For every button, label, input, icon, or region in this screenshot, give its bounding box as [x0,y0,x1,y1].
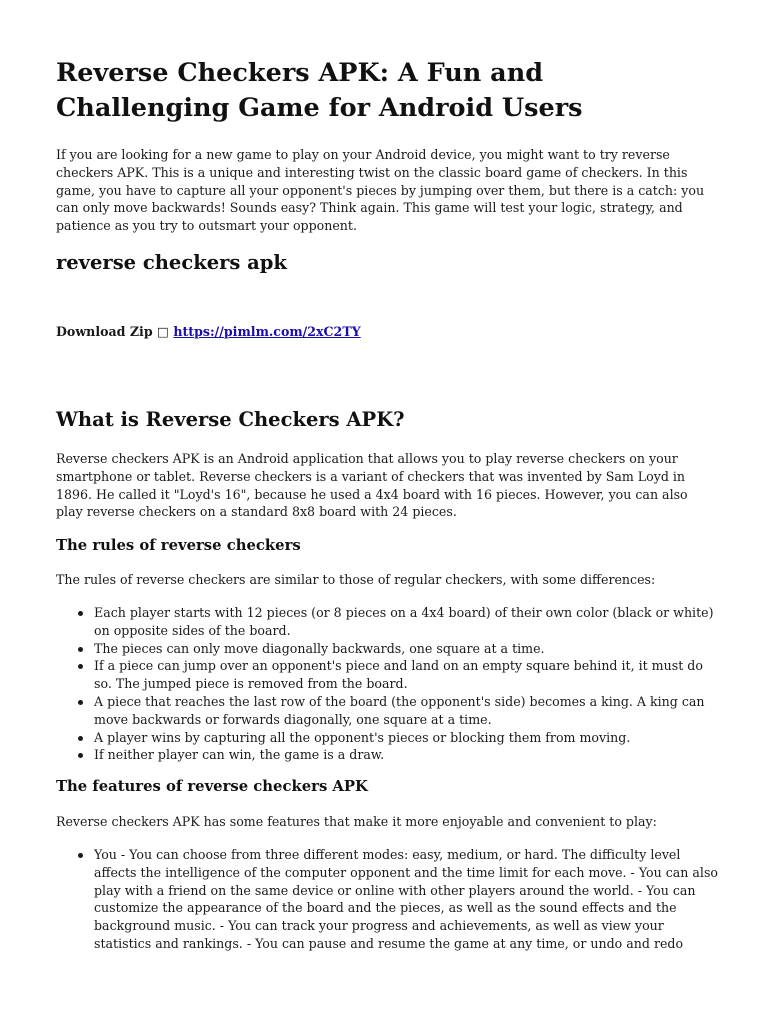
what-paragraph: Reverse checkers APK is an Android application that allows you to play reverse checkers on your smartphone or tablet. Reverse checkers is a variant of checkers that was invented by Sam Loyd in 1896. He called it "Loyd's 16", because he used a 4x4 board with 16 pieces. However, you can also play reverse checkers on a standard 8x8 board with 24 pieces. [56,451,688,520]
rules-list [56,604,718,764]
keyword-heading: reverse checkers apk [56,251,287,274]
list-item: A player wins by capturing all the opponent's pieces or blocking them from moving. [94,729,718,747]
list-item: The pieces can only move diagonally backwards, one square at a time. [94,640,718,658]
list-item: If a piece can jump over an opponent's piece and land on an empty square behind it, it must do so. The jumped piece is removed from the board. [94,657,718,693]
list-item: If neither player can win, the game is a draw. [94,746,718,764]
section-heading-rules: The rules of reverse checkers [56,537,301,554]
download-line [56,323,361,341]
list-item: You - You can choose from three different modes: easy, medium, or hard. The difficulty level affects the intelligence of the computer opponent and the time limit for each move. - You can also play with a friend on the same device or online with other players around the world. - You can customize the appearance of the board and the pieces, as well as the sound effects and the background music. - You can track your progress and achievements, as well as view your statistics and rankings. - You can pause and resume the game at any time, or undo and redo [94,847,718,951]
list-item: Each player starts with 12 pieces (or 8 pieces on a 4x4 board) of their own color (black or white) on opposite sides of the board. [94,604,718,640]
features-list [56,846,718,953]
rules-intro: The rules of reverse checkers are similar to those of regular checkers, with some differences: [56,572,656,587]
download-label: Download Zip [56,324,153,339]
features-intro: Reverse checkers APK has some features that make it more enjoyable and convenient to play: [56,814,657,829]
download-box-icon: □ [157,324,169,339]
section-heading-features: The features of reverse checkers APK [56,778,368,795]
intro-paragraph: If you are looking for a new game to play on your Android device, you might want to try reverse checkers APK. This is a unique and interesting twist on the classic board game of checkers. In this game, you have to capture all your opponent's pieces by jumping over them, but there is a catch: you can only move backwards! Sounds easy? Think again. This game will test your logic, strategy, and patience as you try to outsmart your opponent. [56,147,705,234]
download-link[interactable]: https://pimlm.com/2xC2TY [173,324,361,339]
page-title: Reverse Checkers APK: A Fun and Challenging Game for Android Users [56,58,583,123]
section-heading-what: What is Reverse Checkers APK? [56,408,405,431]
list-item: A piece that reaches the last row of the board (the opponent's side) becomes a king. A king can move backwards or forwards diagonally, one square at a time. [94,693,718,729]
